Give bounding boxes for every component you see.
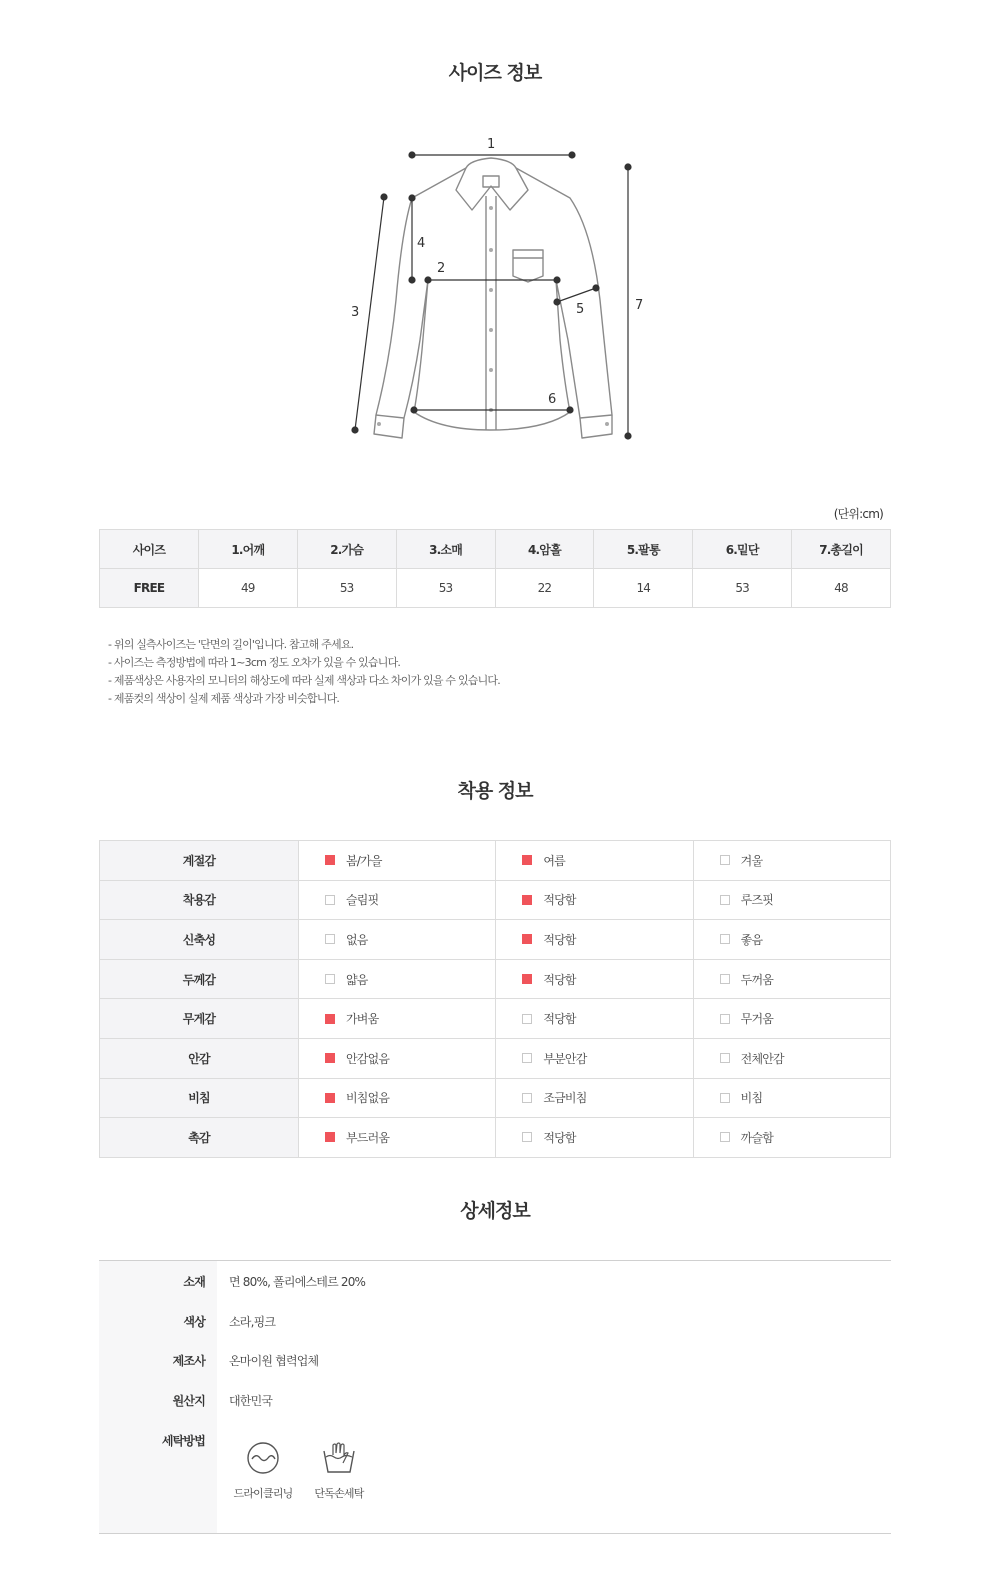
note-line: - 제품색상은 사용자의 모니터의 해상도에 따라 실제 색상과 다소 차이가 있을 수 있습니다. — [108, 674, 500, 687]
fit-option-label: 적당함 — [543, 932, 576, 947]
fit-option — [693, 1078, 890, 1118]
fit-option-label: 안감없음 — [346, 1051, 390, 1066]
checked-box-icon — [325, 1053, 335, 1063]
size-value-cell: 22 — [495, 569, 594, 608]
fit-option-label: 적당함 — [543, 1012, 576, 1027]
detail-value: 온마이원 협력업체 — [229, 1354, 319, 1368]
fit-option-label: 부분안감 — [543, 1051, 587, 1066]
detail-key: 소재 — [183, 1275, 205, 1289]
detail-key: 색상 — [183, 1315, 205, 1329]
size-header-cell: 1.어깨 — [198, 530, 297, 569]
fit-category: 무게감 — [100, 999, 299, 1039]
detail-key: 원산지 — [172, 1394, 205, 1408]
fit-option — [693, 1118, 890, 1158]
fit-option — [496, 999, 693, 1039]
size-row-label: FREE — [100, 569, 199, 608]
unchecked-box-icon — [522, 1053, 532, 1063]
fit-info-title: 착용 정보 — [457, 780, 533, 802]
checked-box-icon — [522, 895, 532, 905]
shirt-measurement-diagram — [340, 130, 660, 450]
checked-box-icon — [522, 974, 532, 984]
fit-option-label: 얇음 — [346, 972, 368, 987]
fit-option-label: 루즈핏 — [740, 893, 774, 908]
detail-key: 제조사 — [172, 1354, 205, 1368]
size-value-cell: 53 — [693, 569, 792, 608]
unchecked-box-icon — [325, 895, 335, 905]
size-header-cell: 5.팔통 — [594, 530, 693, 569]
fit-category: 비침 — [100, 1078, 299, 1118]
fit-option-label: 비침 — [740, 1091, 763, 1106]
checked-box-icon — [325, 855, 335, 865]
fit-table-row — [100, 841, 891, 881]
fit-category: 촉감 — [100, 1118, 299, 1158]
checked-box-icon — [325, 1093, 335, 1103]
size-value-cell: 49 — [198, 569, 297, 608]
wash-item-dry-clean — [228, 1441, 298, 1501]
size-value-cell: 14 — [594, 569, 693, 608]
checked-box-icon — [325, 1132, 335, 1142]
fit-option-label: 슬림핏 — [346, 893, 379, 908]
fit-option — [496, 880, 693, 920]
unchecked-box-icon — [720, 974, 730, 984]
fit-option — [496, 1118, 693, 1158]
detail-info-title: 상세정보 — [460, 1200, 530, 1222]
fit-option — [693, 959, 890, 999]
note-line: - 제품컷의 색상이 실제 제품 색상과 가장 비슷합니다. — [108, 692, 340, 705]
fit-option — [299, 841, 496, 881]
checked-box-icon — [522, 855, 532, 865]
diagram-label-2: 2 — [437, 261, 446, 276]
unchecked-box-icon — [522, 1093, 532, 1103]
fit-option — [299, 959, 496, 999]
fit-option — [496, 959, 693, 999]
dry-clean-icon — [246, 1441, 280, 1475]
fit-category: 안감 — [100, 1038, 299, 1078]
detail-value: 대한민국 — [229, 1394, 273, 1408]
size-table-row — [100, 569, 891, 608]
fit-table-row — [100, 959, 891, 999]
fit-table-row — [100, 1038, 891, 1078]
fit-option-label: 없음 — [346, 932, 368, 947]
fit-option — [299, 999, 496, 1039]
fit-option-label: 가벼움 — [346, 1012, 379, 1027]
size-header-cell: 2.가슴 — [297, 530, 396, 569]
size-header-cell: 3.소매 — [396, 530, 495, 569]
fit-option — [299, 1038, 496, 1078]
diagram-label-7: 7 — [635, 298, 644, 313]
fit-option-label: 전체안감 — [740, 1051, 784, 1066]
detail-value: 면 80%, 폴리에스테르 20% — [229, 1275, 366, 1289]
fit-option-label: 두꺼움 — [740, 972, 774, 987]
fit-category: 두께감 — [100, 959, 299, 999]
fit-option-label: 적당함 — [543, 893, 576, 908]
fit-option-label: 까슬함 — [740, 1130, 774, 1145]
fit-option-label: 조금비침 — [543, 1091, 587, 1106]
unchecked-box-icon — [720, 1014, 730, 1024]
fit-category: 신축성 — [100, 920, 299, 960]
unit-label: (단위:cm) — [833, 507, 883, 521]
checked-box-icon — [325, 1014, 335, 1024]
unchecked-box-icon — [720, 855, 730, 865]
diagram-label-5: 5 — [576, 302, 585, 317]
fit-option — [693, 920, 890, 960]
fit-category: 착용감 — [100, 880, 299, 920]
size-header-cell: 사이즈 — [100, 530, 199, 569]
diagram-label-3: 3 — [351, 305, 360, 320]
detail-key: 세탁방법 — [161, 1434, 205, 1448]
fit-option-label: 겨울 — [740, 853, 763, 868]
fit-table-row — [100, 1078, 891, 1118]
fit-table-row — [100, 999, 891, 1039]
fit-category: 계절감 — [100, 841, 299, 881]
hand-wash-icon — [321, 1441, 357, 1475]
fit-option — [496, 1038, 693, 1078]
note-line: - 사이즈는 측정방법에 따라 1~3cm 정도 오차가 있을 수 있습니다. — [108, 656, 401, 669]
wash-label: 드라이클리닝 — [233, 1487, 293, 1500]
fit-option — [299, 880, 496, 920]
fit-option — [496, 920, 693, 960]
size-value-cell: 53 — [396, 569, 495, 608]
size-header-cell: 7.총길이 — [792, 530, 891, 569]
fit-option — [693, 1038, 890, 1078]
size-table — [99, 529, 891, 608]
unchecked-box-icon — [720, 1093, 730, 1103]
size-value-cell: 53 — [297, 569, 396, 608]
fit-table-row — [100, 1118, 891, 1158]
detail-value: 소라,핑크 — [229, 1315, 276, 1329]
unchecked-box-icon — [720, 934, 730, 944]
fit-option-label: 봄/가을 — [346, 853, 382, 868]
fit-table-row — [100, 920, 891, 960]
fit-option-label: 적당함 — [543, 972, 576, 987]
diagram-label-1: 1 — [487, 137, 496, 152]
fit-option-label: 무거움 — [740, 1012, 774, 1027]
unchecked-box-icon — [325, 934, 335, 944]
fit-option — [693, 999, 890, 1039]
diagram-label-6: 6 — [548, 392, 557, 407]
fit-option-label: 부드러움 — [346, 1130, 390, 1145]
size-value-cell: 48 — [792, 569, 891, 608]
fit-table — [99, 840, 891, 1158]
fit-option — [299, 1118, 496, 1158]
fit-option-label: 적당함 — [543, 1130, 576, 1145]
diagram-label-4: 4 — [417, 236, 426, 251]
checked-box-icon — [522, 934, 532, 944]
fit-option — [299, 920, 496, 960]
detail-table — [99, 1260, 891, 1534]
wash-item-hand-wash — [304, 1441, 374, 1501]
size-header-cell: 6.밑단 — [693, 530, 792, 569]
note-line: - 위의 실측사이즈는 '단면의 길이'입니다. 참고해 주세요. — [108, 638, 354, 651]
fit-option — [693, 880, 890, 920]
fit-option — [496, 1078, 693, 1118]
size-table-header — [100, 530, 891, 569]
unchecked-box-icon — [522, 1132, 532, 1142]
fit-option-label: 좋음 — [740, 932, 763, 947]
unchecked-box-icon — [720, 1132, 730, 1142]
fit-table-row — [100, 880, 891, 920]
unchecked-box-icon — [325, 974, 335, 984]
fit-option — [299, 1078, 496, 1118]
wash-label: 단독손세탁 — [314, 1487, 364, 1500]
fit-option-label: 비침없음 — [346, 1091, 390, 1106]
fit-option-label: 여름 — [543, 853, 565, 868]
unchecked-box-icon — [720, 895, 730, 905]
size-header-cell: 4.암홀 — [495, 530, 594, 569]
fit-option — [693, 841, 890, 881]
size-info-title: 사이즈 정보 — [448, 62, 542, 84]
size-notes — [108, 636, 500, 708]
fit-option — [496, 841, 693, 881]
unchecked-box-icon — [522, 1014, 532, 1024]
unchecked-box-icon — [720, 1053, 730, 1063]
